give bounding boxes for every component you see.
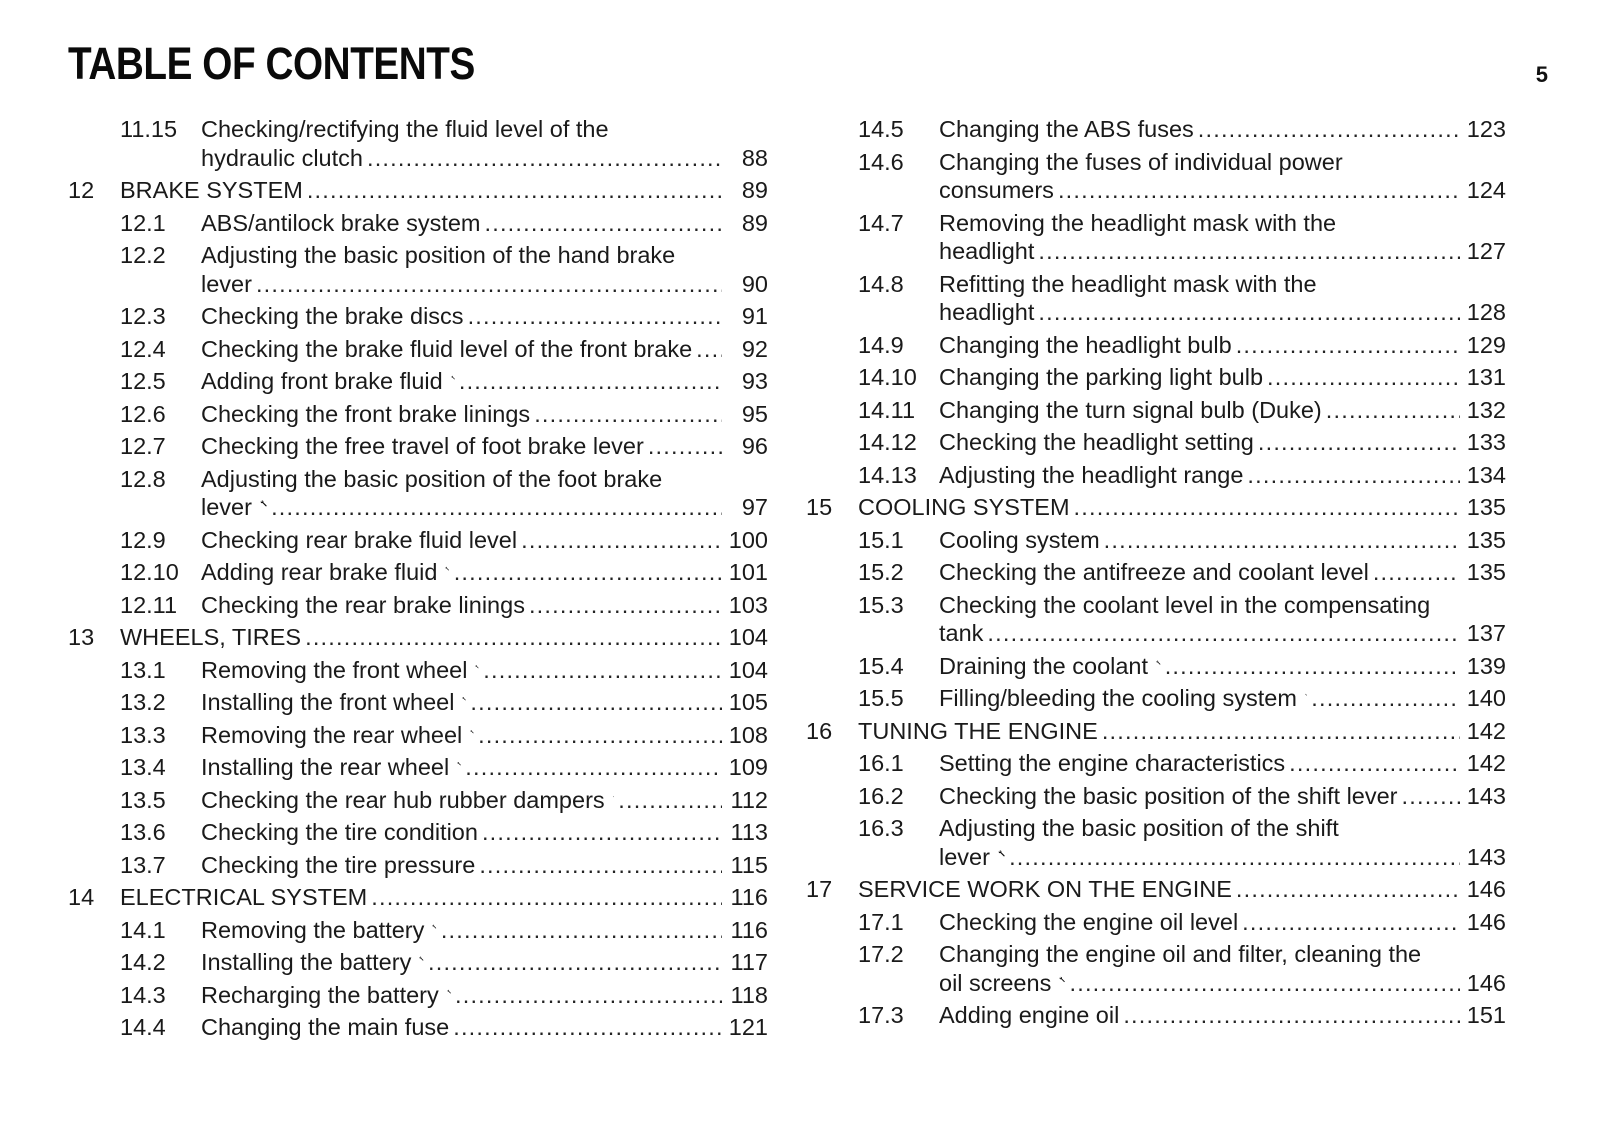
entry-title-line1: Adjusting the basic position of the shift <box>939 815 1339 841</box>
dot-leader <box>455 981 722 1010</box>
entry-number: 17 <box>806 876 833 902</box>
entry-title: Checking the brake fluid level of the front brake <box>201 335 693 362</box>
toc-section-entry[interactable] <box>68 465 768 522</box>
toc-chapter-entry[interactable] <box>68 623 768 652</box>
entry-number: 17.3 <box>858 1002 904 1028</box>
page-reference[interactable]: 103 <box>728 591 768 618</box>
page-number: 5 <box>1535 62 1548 87</box>
dot-leader <box>1104 526 1460 555</box>
entry-title: Changing the main fuse <box>201 1014 450 1040</box>
entry-number: 13.5 <box>120 786 166 813</box>
dot-leader <box>367 144 722 173</box>
entry-title: lever <box>939 843 990 870</box>
toc-section-entry[interactable] <box>806 461 1506 490</box>
dot-leader <box>1236 875 1460 904</box>
entry-title: Changing the turn signal bulb (Duke) <box>939 396 1322 423</box>
page-reference[interactable]: 134 <box>1466 461 1506 488</box>
entry-number: 14.11 <box>858 396 916 423</box>
toc-section-entry[interactable] <box>68 367 768 396</box>
page-reference[interactable]: 135 <box>1466 559 1506 585</box>
toc-section-entry[interactable] <box>68 851 768 880</box>
dot-leader <box>1242 908 1460 937</box>
wrench-icon <box>447 981 451 1003</box>
toc-section-entry[interactable] <box>68 558 768 587</box>
page-reference[interactable]: 143 <box>1466 782 1506 809</box>
entry-number: 13.4 <box>120 754 166 780</box>
entry-number: 17.1 <box>858 908 904 935</box>
dot-leader <box>696 335 722 364</box>
toc-section-entry[interactable] <box>68 241 768 298</box>
entry-number: 14.3 <box>120 981 166 1008</box>
dot-leader <box>428 948 722 977</box>
wrench-icon <box>1305 684 1307 706</box>
toc-chapter-entry[interactable] <box>68 176 768 205</box>
page-reference[interactable]: 127 <box>1466 238 1506 264</box>
page-reference[interactable]: 93 <box>741 368 768 394</box>
entry-title: Setting the engine characteristics <box>939 750 1286 776</box>
wrench-icon <box>260 493 267 515</box>
wrench-icon <box>1156 652 1161 674</box>
entry-number: 12.3 <box>120 303 166 329</box>
dot-leader <box>1038 298 1460 327</box>
wrench-icon <box>462 688 466 710</box>
entry-title: BRAKE SYSTEM <box>120 177 303 203</box>
toc-chapter-entry[interactable] <box>806 493 1506 522</box>
toc-section-entry[interactable] <box>68 753 768 782</box>
dot-leader <box>1165 652 1460 681</box>
page-reference[interactable]: 97 <box>741 494 768 520</box>
page-reference[interactable]: 142 <box>1466 750 1506 776</box>
toc-section-entry[interactable] <box>68 948 768 977</box>
toc-section-entry[interactable] <box>68 400 768 429</box>
wrench-icon <box>457 753 461 775</box>
entry-title-line1: Removing the headlight mask with the <box>939 209 1337 236</box>
dot-leader <box>1123 1001 1460 1030</box>
entry-title: Installing the battery <box>201 949 412 975</box>
entry-title: consumers <box>939 177 1054 203</box>
page-reference[interactable]: 116 <box>730 884 768 910</box>
page-reference[interactable]: 108 <box>728 721 768 748</box>
entry-number: 12.9 <box>120 526 166 553</box>
toc-chapter-entry[interactable] <box>806 875 1506 904</box>
entry-number: 12.5 <box>120 368 166 394</box>
entry-number: 13.3 <box>120 721 166 748</box>
dot-leader <box>465 753 722 782</box>
page-reference[interactable]: 143 <box>1466 843 1506 870</box>
entry-title: Changing the ABS fuses <box>939 116 1194 142</box>
toc-section-entry[interactable] <box>806 270 1506 327</box>
dot-leader <box>483 656 722 685</box>
toc-section-entry[interactable] <box>806 684 1506 713</box>
toc-chapter-entry[interactable] <box>806 717 1506 746</box>
wrench-icon <box>613 786 615 808</box>
page-reference[interactable]: 115 <box>730 851 768 878</box>
entry-number: 14.4 <box>120 1014 166 1040</box>
entry-title: tank <box>939 620 984 646</box>
entry-title: Checking the basic position of the shift lever <box>939 782 1398 809</box>
dot-leader <box>459 367 722 396</box>
entry-number: 12.2 <box>120 242 166 268</box>
page-reference[interactable]: 121 <box>728 1014 768 1040</box>
entry-number: 12.11 <box>120 591 178 618</box>
entry-title: headlight <box>939 238 1035 264</box>
wrench-icon <box>1059 969 1065 991</box>
page-reference[interactable]: 90 <box>741 270 768 297</box>
entry-title-line1: Changing the fuses of individual power <box>939 148 1343 175</box>
entry-title: Removing the rear wheel <box>201 721 463 748</box>
toc-section-entry[interactable] <box>806 396 1506 425</box>
entry-title: Changing the headlight bulb <box>939 331 1232 358</box>
entry-number: 14 <box>68 884 95 910</box>
entry-title: Installing the front wheel <box>201 689 455 715</box>
page-reference[interactable]: 124 <box>1466 177 1506 203</box>
entry-number: 14.2 <box>120 949 166 975</box>
wrench-icon <box>445 558 449 580</box>
entry-number: 12.10 <box>120 559 179 585</box>
wrench-icon <box>451 367 455 389</box>
dot-leader <box>441 916 722 945</box>
toc-section-entry[interactable] <box>806 115 1506 144</box>
wrench-icon <box>475 656 479 678</box>
page-reference[interactable]: 139 <box>1466 652 1506 679</box>
page-reference[interactable]: 151 <box>1466 1002 1506 1028</box>
entry-title: Cooling system <box>939 526 1100 553</box>
entry-title: Checking the tire condition <box>201 819 478 845</box>
page-reference[interactable]: 95 <box>741 400 768 427</box>
page-reference[interactable]: 109 <box>728 754 768 780</box>
entry-title-line1: Refitting the headlight mask with the <box>939 270 1317 297</box>
entry-title-line1: Checking the coolant level in the compensating <box>939 591 1431 618</box>
wrench-icon <box>470 721 474 743</box>
page-reference[interactable]: 116 <box>730 916 768 943</box>
entry-number: 15.1 <box>858 526 904 553</box>
toc-section-entry[interactable] <box>806 782 1506 811</box>
dot-leader <box>529 591 722 620</box>
entry-title: Installing the rear wheel <box>201 754 450 780</box>
toc-section-entry[interactable] <box>68 1013 768 1042</box>
dot-leader <box>1074 493 1460 522</box>
page-reference[interactable]: 142 <box>1466 717 1506 744</box>
page-reference[interactable]: 140 <box>1466 685 1506 711</box>
toc-section-entry[interactable] <box>806 363 1506 392</box>
page-reference[interactable]: 100 <box>728 526 768 553</box>
entry-number: 16.3 <box>858 815 904 841</box>
entry-number: 15.2 <box>858 559 904 585</box>
toc-section-entry[interactable] <box>806 331 1506 360</box>
toc-section-entry[interactable] <box>806 209 1506 266</box>
dot-leader <box>371 883 722 912</box>
dot-leader <box>478 721 722 750</box>
entry-title: Checking the brake discs <box>201 303 464 329</box>
entry-title-line1: Adjusting the basic position of the foot brake <box>201 465 663 492</box>
entry-title: COOLING SYSTEM <box>858 494 1070 520</box>
dot-leader <box>1373 558 1460 587</box>
toc-section-entry[interactable] <box>806 940 1506 997</box>
wrench-icon <box>419 948 424 970</box>
entry-title: Checking the antifreeze and coolant level <box>939 559 1369 585</box>
dot-leader <box>521 526 722 555</box>
entry-number: 15 <box>806 494 833 520</box>
toc-section-entry[interactable] <box>806 591 1506 648</box>
wrench-icon <box>432 916 436 938</box>
entry-title: lever <box>201 494 252 520</box>
toc-section-entry[interactable] <box>806 1001 1506 1030</box>
dot-leader <box>454 558 722 587</box>
entry-number: 15.5 <box>858 685 904 711</box>
dot-leader <box>1102 717 1460 746</box>
page-reference[interactable]: 128 <box>1466 299 1506 325</box>
wrench-icon <box>998 843 1005 865</box>
entry-title: Checking rear brake fluid level <box>201 526 518 553</box>
page-reference[interactable]: 88 <box>741 144 768 171</box>
dot-leader <box>1402 782 1460 811</box>
dot-leader <box>482 818 722 847</box>
entry-title: Checking the rear brake linings <box>201 591 525 618</box>
entry-number: 12.8 <box>120 465 166 492</box>
entry-number: 14.9 <box>858 331 904 358</box>
toc-section-entry[interactable] <box>68 981 768 1010</box>
entry-number: 14.12 <box>858 429 917 455</box>
entry-number: 12.6 <box>120 400 166 427</box>
entry-number: 12.1 <box>120 209 166 236</box>
entry-number: 13.1 <box>120 656 166 683</box>
page-reference[interactable]: 135 <box>1466 526 1506 553</box>
dot-leader <box>1311 684 1460 713</box>
page-reference[interactable]: 89 <box>741 209 768 236</box>
entry-title: Filling/bleeding the cooling system <box>939 685 1297 711</box>
entry-number: 17.2 <box>858 941 904 967</box>
entry-number: 16.2 <box>858 782 904 809</box>
entry-number: 12 <box>68 177 95 203</box>
page-reference[interactable]: 129 <box>1466 331 1506 358</box>
entry-number: 15.3 <box>858 591 904 618</box>
page-reference[interactable]: 146 <box>1466 908 1506 935</box>
entry-title: Checking the rear hub rubber dampers <box>201 786 605 813</box>
entry-number: 14.5 <box>858 116 904 142</box>
page-reference[interactable]: 101 <box>728 559 768 585</box>
toc-section-entry[interactable] <box>68 115 768 172</box>
dot-leader <box>1038 237 1460 266</box>
toc-section-entry[interactable] <box>68 591 768 620</box>
entry-title: Adding rear brake fluid <box>201 559 438 585</box>
toc-section-entry[interactable] <box>806 558 1506 587</box>
dot-leader <box>1058 176 1460 205</box>
toc-section-entry[interactable] <box>68 432 768 461</box>
page-reference[interactable]: 133 <box>1466 429 1506 455</box>
toc-section-entry[interactable] <box>68 721 768 750</box>
entry-number: 14.8 <box>858 270 904 297</box>
entry-title: Adding front brake fluid <box>201 368 443 394</box>
dot-leader <box>534 400 722 429</box>
page-reference[interactable]: 92 <box>741 335 768 362</box>
dot-leader <box>1289 749 1460 778</box>
page-reference[interactable]: 89 <box>741 177 768 203</box>
entry-title: Checking the engine oil level <box>939 908 1239 935</box>
entry-number: 14.10 <box>858 364 917 390</box>
page-reference[interactable]: 104 <box>728 624 768 650</box>
dot-leader <box>468 302 722 331</box>
entry-number: 12.4 <box>120 335 166 362</box>
entry-title: Checking the tire pressure <box>201 851 476 878</box>
toc-section-entry[interactable] <box>68 656 768 685</box>
page-reference[interactable]: 137 <box>1466 620 1506 646</box>
dot-leader <box>1070 969 1461 998</box>
page-reference[interactable]: 132 <box>1466 396 1506 423</box>
dot-leader <box>987 619 1460 648</box>
toc-section-entry[interactable] <box>806 908 1506 937</box>
toc-section-entry[interactable] <box>806 652 1506 681</box>
entry-title: Adjusting the headlight range <box>939 461 1244 488</box>
page-reference[interactable]: 123 <box>1466 116 1506 142</box>
entry-title-line1: Adjusting the basic position of the hand brake <box>201 242 676 268</box>
page-reference[interactable]: 112 <box>730 786 768 813</box>
page-title: TABLE OF CONTENTS <box>68 38 475 89</box>
entry-title: Changing the parking light bulb <box>939 364 1264 390</box>
entry-title: Checking the free travel of foot brake lever <box>201 433 644 459</box>
entry-title-line1: Checking/rectifying the fluid level of the <box>201 116 609 142</box>
toc-section-entry[interactable] <box>68 688 768 717</box>
entry-title: Adding engine oil <box>939 1002 1120 1028</box>
entry-number: 14.7 <box>858 209 904 236</box>
page-reference[interactable]: 135 <box>1466 494 1506 520</box>
dot-leader <box>1009 843 1460 872</box>
dot-leader <box>470 688 722 717</box>
dot-leader <box>479 851 722 880</box>
entry-title: SERVICE WORK ON THE ENGINE <box>858 876 1232 902</box>
entry-title-line1: Changing the engine oil and filter, cleaning the <box>939 941 1422 967</box>
page-reference[interactable]: 104 <box>728 656 768 683</box>
page-reference[interactable]: 117 <box>730 949 768 975</box>
dot-leader <box>1247 461 1460 490</box>
entry-title: Removing the front wheel <box>201 656 468 683</box>
dot-leader <box>618 786 722 815</box>
dot-leader <box>305 623 722 652</box>
toc-chapter-entry[interactable] <box>68 883 768 912</box>
page-reference[interactable]: 96 <box>741 433 768 459</box>
toc-right-column <box>806 115 1506 1034</box>
toc-section-entry[interactable] <box>68 209 768 238</box>
entry-number: 13 <box>68 624 95 650</box>
toc-section-entry[interactable] <box>68 916 768 945</box>
page-reference[interactable]: 91 <box>741 303 768 329</box>
dot-leader <box>485 209 723 238</box>
toc-section-entry[interactable] <box>68 818 768 847</box>
page-reference[interactable]: 146 <box>1466 969 1506 996</box>
entry-number: 14.13 <box>858 461 917 488</box>
toc-section-entry[interactable] <box>68 786 768 815</box>
entry-title: lever <box>201 270 252 297</box>
entry-title: ABS/antilock brake system <box>201 209 481 236</box>
dot-leader <box>453 1013 722 1042</box>
entry-title: Removing the battery <box>201 916 425 943</box>
dot-leader <box>271 493 722 522</box>
toc-section-entry[interactable] <box>806 526 1506 555</box>
toc-section-entry[interactable] <box>806 428 1506 457</box>
entry-title: Recharging the battery <box>201 981 439 1008</box>
toc-section-entry[interactable] <box>806 814 1506 871</box>
toc-section-entry[interactable] <box>68 526 768 555</box>
entry-title: oil screens <box>939 969 1052 996</box>
entry-number: 13.6 <box>120 819 166 845</box>
dot-leader <box>307 176 722 205</box>
page-reference[interactable]: 146 <box>1466 876 1506 902</box>
dot-leader <box>1326 396 1460 425</box>
entry-number: 12.7 <box>120 433 166 459</box>
toc-section-entry[interactable] <box>68 335 768 364</box>
entry-title: TUNING THE ENGINE <box>858 717 1098 744</box>
entry-number: 13.7 <box>120 851 166 878</box>
entry-number: 15.4 <box>858 652 904 679</box>
dot-leader <box>1267 363 1460 392</box>
dot-leader <box>1198 115 1460 144</box>
entry-number: 14.1 <box>120 916 166 943</box>
page-reference[interactable]: 118 <box>730 981 768 1008</box>
entry-title: Draining the coolant <box>939 652 1149 679</box>
toc-section-entry[interactable] <box>806 749 1506 778</box>
dot-leader <box>1258 428 1460 457</box>
dot-leader <box>256 270 722 299</box>
entry-number: 16 <box>806 717 833 744</box>
entry-number: 14.6 <box>858 148 904 175</box>
dot-leader <box>648 432 722 461</box>
entry-title: Checking the headlight setting <box>939 429 1254 455</box>
page-reference[interactable]: 131 <box>1466 364 1506 390</box>
entry-title: Checking the front brake linings <box>201 400 531 427</box>
entry-number: 16.1 <box>858 750 904 776</box>
entry-title: WHEELS, TIRES <box>120 624 302 650</box>
entry-title: hydraulic clutch <box>201 144 363 171</box>
page-reference[interactable]: 105 <box>728 689 768 715</box>
toc-section-entry[interactable] <box>68 302 768 331</box>
page-reference[interactable]: 113 <box>730 819 768 845</box>
entry-number: 11.15 <box>120 116 178 142</box>
toc-section-entry[interactable] <box>806 148 1506 205</box>
entry-number: 13.2 <box>120 689 166 715</box>
toc-left-column <box>68 115 768 1046</box>
dot-leader <box>1236 331 1460 360</box>
entry-title: headlight <box>939 299 1035 325</box>
entry-title: ELECTRICAL SYSTEM <box>120 884 368 910</box>
